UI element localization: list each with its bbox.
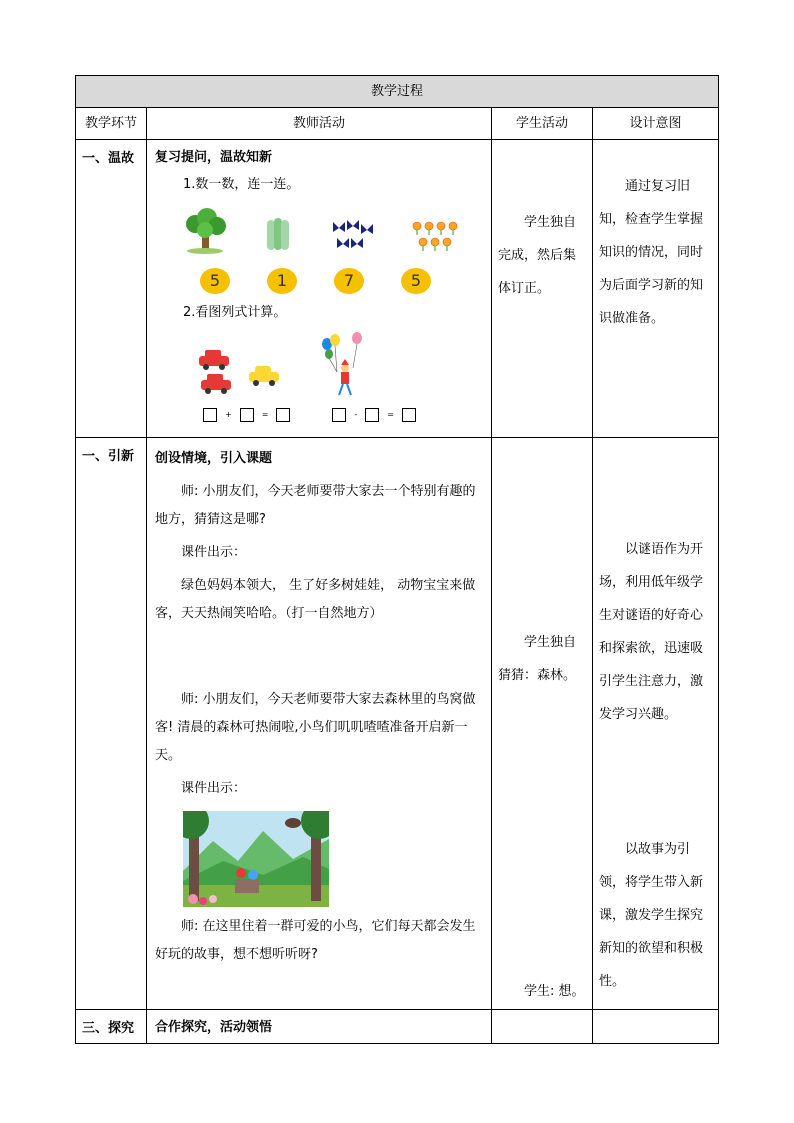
section-introduce: 一、引新 bbox=[76, 438, 147, 1010]
student-guess: 学生独自猜猜：森林。 bbox=[498, 635, 577, 683]
equals-sign: = bbox=[387, 410, 394, 419]
introduce-heading: 创设情境，引入课题 bbox=[155, 451, 273, 466]
header-stage: 教学环节 bbox=[76, 108, 147, 140]
cabbage-icon bbox=[263, 214, 293, 254]
teacher-text: 师: 小朋友们，今天老师要带大家去森林里的鸟窝做客! 清晨的森林可热闹啦,小鸟们叽叽喳喳准备开启新一天。 bbox=[155, 692, 476, 763]
teacher-activity-introduce bbox=[147, 438, 492, 1010]
review-heading: 复习提问，温故知新 bbox=[155, 150, 273, 165]
header-teacher-activity: 教师活动 bbox=[147, 108, 492, 140]
student-activity-review bbox=[492, 140, 593, 438]
student-activity-introduce bbox=[492, 438, 593, 1010]
answer-box[interactable] bbox=[240, 408, 254, 422]
section-review: 一、温故 bbox=[76, 140, 147, 438]
header-design-intent: 设计意图 bbox=[593, 108, 719, 140]
lesson-process-table bbox=[75, 75, 719, 1044]
design-intent-review bbox=[593, 140, 719, 438]
intent-text: 通过复习旧知，检查学生掌握知识的情况，同时为后面学习新的知识做准备。 bbox=[599, 179, 704, 326]
student-activity-explore bbox=[492, 1010, 593, 1044]
student-answer: 学生: 想。 bbox=[524, 984, 585, 999]
number-circles bbox=[155, 268, 483, 294]
answer-box[interactable] bbox=[276, 408, 290, 422]
clown-balloons-icon bbox=[319, 332, 369, 398]
answer-box[interactable] bbox=[365, 408, 379, 422]
cars-icon bbox=[195, 348, 285, 398]
number-circle[interactable]: 5 bbox=[200, 268, 230, 294]
explore-heading: 合作探究，活动领悟 bbox=[147, 1010, 492, 1044]
answer-box[interactable] bbox=[203, 408, 217, 422]
counting-pictures bbox=[155, 204, 483, 254]
butterflies-icon bbox=[329, 218, 375, 254]
student-text: 学生独自完成，然后集体订正。 bbox=[498, 215, 577, 296]
equals-sign: = bbox=[261, 410, 269, 419]
teacher-text: 师: 在这里住着一群可爱的小鸟，它们每天都会发生好玩的故事，想不想听听呀? bbox=[155, 919, 476, 962]
answer-box[interactable] bbox=[402, 408, 416, 422]
forest-image bbox=[183, 811, 329, 907]
number-circle[interactable]: 7 bbox=[334, 268, 364, 294]
teacher-text: 课件出示： bbox=[181, 781, 247, 796]
equation-row bbox=[155, 404, 483, 426]
calc-pictures bbox=[155, 332, 483, 398]
number-circle[interactable]: 5 bbox=[401, 268, 431, 294]
teacher-text: 师: 小朋友们，今天老师要带大家去一个特别有趣的地方，猜猜这是哪? bbox=[155, 484, 476, 527]
answer-box[interactable] bbox=[332, 408, 346, 422]
design-intent-introduce bbox=[593, 438, 719, 1010]
table-title: 教学过程 bbox=[76, 76, 719, 108]
minus-sign: - bbox=[354, 410, 358, 419]
riddle-text: 绿色妈妈本领大， 生了好多树娃娃， 动物宝宝来做客，天天热闹笑哈哈。（打一自然地方） bbox=[155, 578, 476, 621]
design-intent-explore bbox=[593, 1010, 719, 1044]
review-item-count: 1.数一数，连一连。 bbox=[183, 177, 300, 192]
review-item-calc: 2.看图列式计算。 bbox=[183, 305, 287, 320]
header-student-activity: 学生活动 bbox=[492, 108, 593, 140]
intent-riddle: 以谜语作为开场，利用低年级学生对谜语的好奇心和探索欲，迅速吸引学生注意力，激发学习兴趣。 bbox=[599, 542, 704, 722]
intent-story: 以故事为引领，将学生带入新课，激发学生探究新知的欲望和积极性。 bbox=[599, 842, 704, 989]
sunflowers-icon bbox=[411, 220, 461, 254]
number-circle[interactable]: 1 bbox=[267, 268, 297, 294]
plus-sign: + bbox=[225, 410, 232, 419]
tree-icon bbox=[183, 208, 227, 254]
teacher-activity-review bbox=[147, 140, 492, 438]
section-explore: 三、探究 bbox=[76, 1010, 147, 1044]
teacher-text: 课件出示： bbox=[181, 545, 247, 560]
